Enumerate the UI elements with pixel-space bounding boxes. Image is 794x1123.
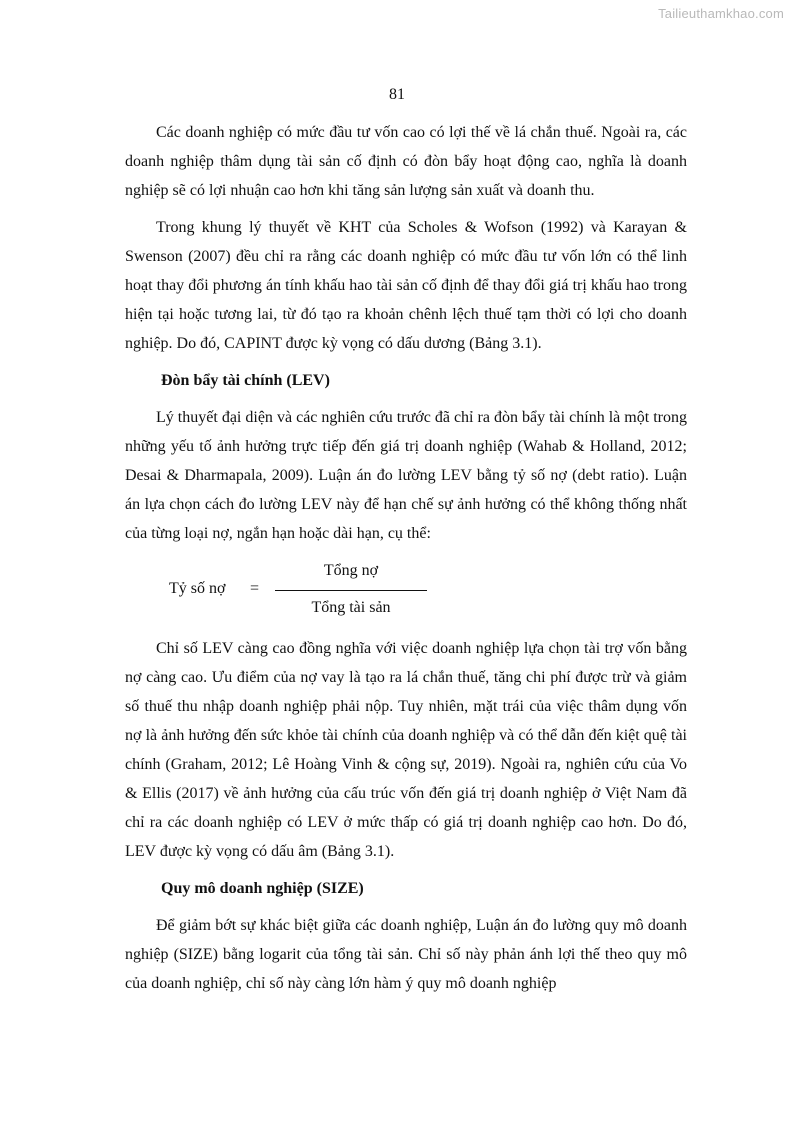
debt-ratio-formula bbox=[125, 556, 687, 620]
formula-denominator: Tổng tài sản bbox=[311, 599, 391, 616]
formula-numerator: Tổng nợ bbox=[323, 562, 379, 579]
paragraph: Chỉ số LEV càng cao đồng nghĩa với việc doanh nghiệp lựa chọn tài trợ vốn bằng nợ càng cao. Ưu điểm của nợ vay là tạo ra lá chắn thuế, tăng chi phí được trừ và giảm số thuế thu nhập doanh nghiệp phải nộp. Tuy nhiên, mặt trái của việc thâm dụng vốn nợ là ảnh hưởng đến sức khỏe tài chính của doanh nghiệp và có thể dẫn đến kiệt quệ tài chính (Graham, 2012; Lê Hoàng Vinh & cộng sự, 2019). Ngoài ra, nghiên cứu của Vo & Ellis (2017) về ảnh hưởng của cấu trúc vốn đến giá trị doanh nghiệp ở Việt Nam đã chỉ ra các doanh nghiệp có LEV ở mức thấp có giá trị doanh nghiệp cao hơn. Do đó, LEV được kỳ vọng có dấu âm (Bảng 3.1). bbox=[125, 640, 687, 860]
document-body bbox=[125, 118, 687, 1006]
page-number: 81 bbox=[389, 86, 405, 103]
formula-equals: = bbox=[250, 580, 260, 597]
section-heading-size: Quy mô doanh nghiệp (SIZE) bbox=[161, 880, 364, 897]
paragraph: Các doanh nghiệp có mức đầu tư vốn cao có lợi thế về lá chắn thuế. Ngoài ra, các doanh nghiệp thâm dụng tài sản cố định có đòn bẩy hoạt động cao, nghĩa là doanh nghiệp sẽ có lợi nhuận cao hơn khi tăng sản lượng sản xuất và doanh thu. bbox=[125, 124, 687, 199]
paragraph: Lý thuyết đại diện và các nghiên cứu trước đã chỉ ra đòn bẩy tài chính là một trong những yếu tố ảnh hưởng trực tiếp đến giá trị doanh nghiệp (Wahab & Holland, 2012; Desai & Dharmapala, 2009). Luận án đo lường LEV bằng tỷ số nợ (debt ratio). Luận án lựa chọn cách đo lường LEV này để hạn chế sự ảnh hưởng có thể không thống nhất của từng loại nợ, ngắn hạn hoặc dài hạn, cụ thể: bbox=[125, 409, 687, 542]
fraction-bar bbox=[275, 590, 427, 591]
section-heading-lev: Đòn bẩy tài chính (LEV) bbox=[161, 372, 330, 389]
watermark: Tailieuthamkhao.com bbox=[658, 6, 784, 21]
formula-lhs: Tỷ số nợ bbox=[169, 580, 226, 597]
paragraph: Để giảm bớt sự khác biệt giữa các doanh nghiệp, Luận án đo lường quy mô doanh nghiệp (SIZE) bằng logarit của tổng tài sản. Chỉ số này phản ánh lợi thế theo quy mô của doanh nghiệp, chỉ số này càng lớn hàm ý quy mô doanh nghiệp bbox=[125, 917, 687, 992]
paragraph: Trong khung lý thuyết về KHT của Scholes & Wofson (1992) và Karayan & Swenson (2007) đều chỉ ra rằng các doanh nghiệp có mức đầu tư vốn lớn có thể linh hoạt thay đổi phương án tính khấu hao tài sản cố định để thay đổi giá trị khấu hao trong hiện tại hoặc tương lai, từ đó tạo ra khoản chênh lệch thuế tạm thời có lợi cho doanh nghiệp. Do đó, CAPINT được kỳ vọng có dấu dương (Bảng 3.1). bbox=[125, 219, 687, 352]
